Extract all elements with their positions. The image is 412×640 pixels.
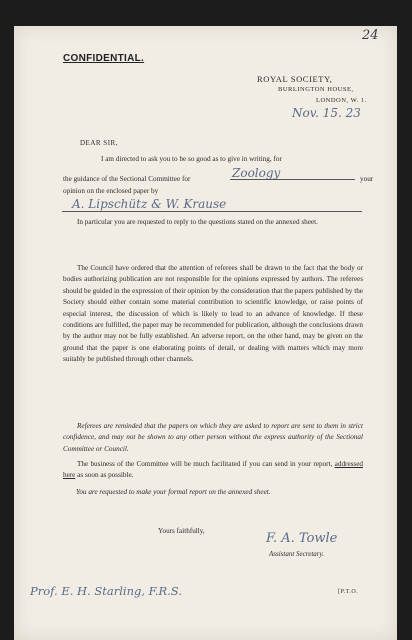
authors-blank-line bbox=[62, 211, 362, 212]
business-text-after: as soon as possible. bbox=[77, 471, 134, 480]
confidential-heading: CONFIDENTIAL. bbox=[63, 53, 145, 64]
address-line-1: BURLINGTON HOUSE, bbox=[278, 86, 354, 93]
business-underlined: addressed here bbox=[63, 460, 364, 480]
recipient-name: Prof. E. H. Starling, F.R.S. bbox=[30, 584, 182, 598]
society-name: ROYAL SOCIETY, bbox=[257, 74, 333, 84]
closing: Yours faithfully, bbox=[158, 527, 205, 535]
handwritten-authors: A. Lipschütz & W. Krause bbox=[72, 197, 227, 211]
intro-line-2-prefix: the guidance of the Sectional Committee for bbox=[63, 175, 191, 183]
request-line: You are requested to make your formal report on the annexed sheet. bbox=[76, 488, 271, 496]
business-text-before: The business of the Committee will be much facilitated if you can send in your report, bbox=[77, 460, 333, 468]
folio-number: 24 bbox=[362, 28, 379, 43]
business-paragraph bbox=[63, 459, 363, 482]
referees-paragraph: Referees are reminded that the papers on which they are asked to report are sent to them in strict confidence, and may not be shown to any other person without the express authority of the Sectional Committee or Council. bbox=[63, 422, 363, 453]
salutation: DEAR SIR, bbox=[80, 139, 118, 147]
signature: F. A. Towle bbox=[266, 531, 338, 546]
handwritten-subject: Zoology bbox=[232, 166, 281, 180]
subject-blank-line bbox=[230, 179, 355, 180]
intro-line-3: opinion on the enclosed paper by bbox=[63, 187, 159, 195]
signer-title: Assistant Secretary. bbox=[269, 550, 324, 558]
intro-line-2-suffix: your bbox=[360, 175, 374, 183]
particular-paragraph: In particular you are requested to reply to the questions stated on the annexed sheet. bbox=[77, 218, 318, 226]
handwritten-date: Nov. 15. 23 bbox=[292, 106, 361, 120]
council-paragraph: The Council have ordered that the attention of referees shall be drawn to the fact that the body or bodies authorizing publication are not responsible for the opinions expressed by authors. The referees should be guided in the expression of their opinion by the consideration that the papers published by the Society should either contain some material contribution to scientific knowledge, or raise points of especial interest, the discussion of which is likely to lead to an advance of knowledge. If these conditions are fulfilled, the paper may be recommended for publication, although the conclusions drawn by the author may not be fully established. An adverse report, on the other hand, may be given on the ground that the paper is one elaborating points of detail, or dealing with matters which may more suitably be published through other channels. bbox=[63, 264, 363, 364]
intro-line-1: I am directed to ask you to be so good as to give in writing, for bbox=[101, 155, 282, 163]
pto-mark: [P.T.O. bbox=[338, 589, 359, 595]
address-line-2: LONDON, W. 1. bbox=[316, 97, 367, 104]
letter-sheet bbox=[14, 26, 397, 640]
